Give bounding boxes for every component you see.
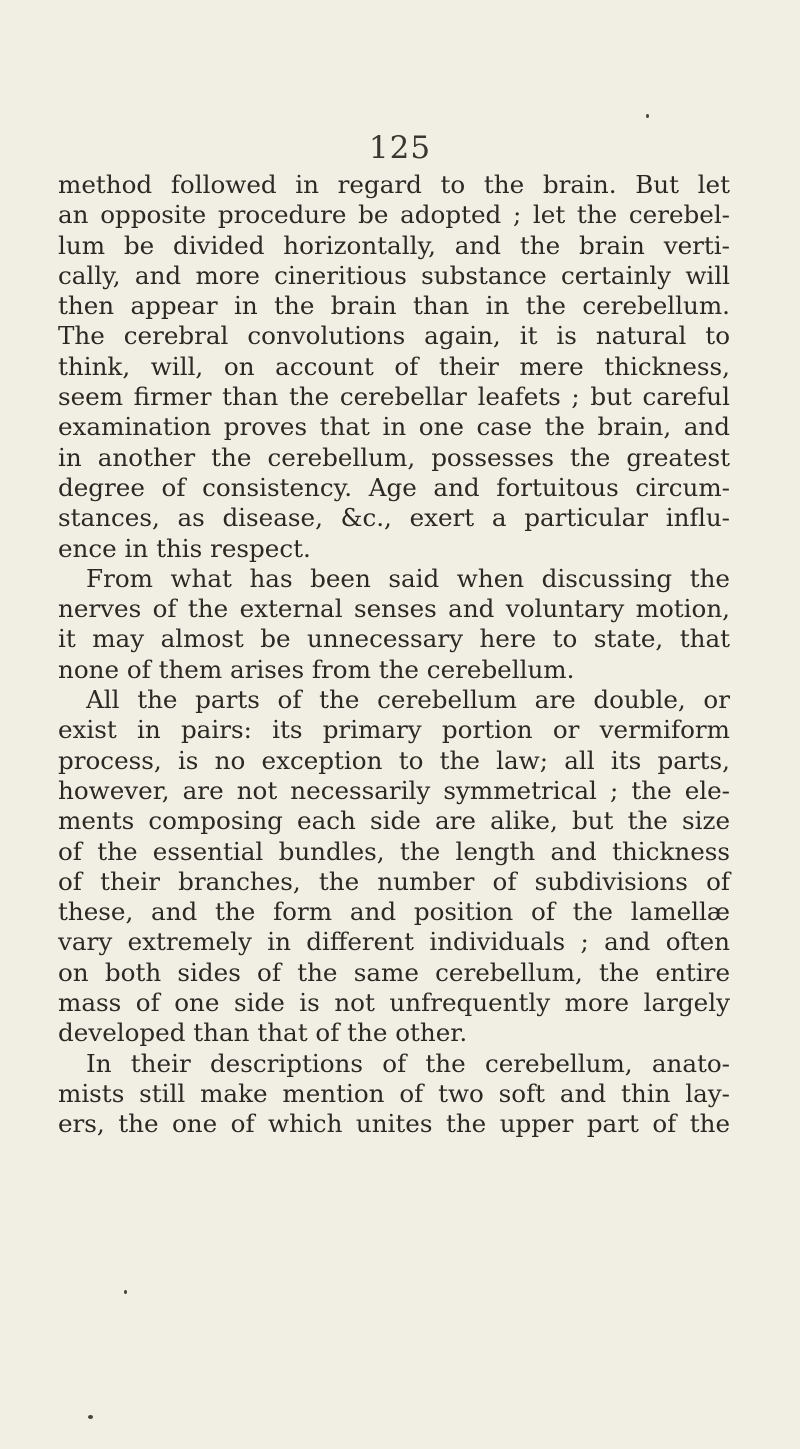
text-line: on both sides of the same cerebellum, the entire [58,957,730,987]
text-line: degree of consistency. Age and fortuitous circum- [58,472,730,502]
paragraph-start-line: All the parts of the cerebellum are double, or [86,685,730,715]
text-line: it may almost be unnecessary here to state, that [58,624,730,654]
text-line: The cerebral convolutions again, it is natural to [58,321,730,351]
text-line: nerves of the external senses and voluntary motion, [58,594,730,624]
text-line: cally, and more cineritious substance certainly will [58,260,730,290]
text-line: none of them arises from the cerebellum. [58,654,575,684]
text-line: method followed in regard to the brain. But let [58,170,730,199]
text-line: mass of one side is not unfrequently more largely [58,988,730,1018]
text-line: of the essential bundles, the length and thickness [58,836,730,866]
text-line: developed than that of the other. [58,1018,468,1048]
text-line: lum be divided horizontally, and the brain verti- [58,230,730,260]
paragraph-start-line: From what has been said when discussing the [86,563,730,593]
text-line: in another the cerebellum, possesses the greatest [58,442,730,472]
text-line: of their branches, the number of subdivisions of [58,866,730,896]
text-line: think, will, on account of their mere thickness, [58,351,730,381]
text-line: vary extremely in different individuals ; and often [58,927,730,957]
body-text [58,170,730,1140]
page-number: 125 [368,130,432,166]
text-line: ence in this respect. [58,533,311,563]
text-line: ments composing each side are alike, but the size [58,806,730,836]
paper-speck [124,1290,127,1294]
text-line: ers, the one of which unites the upper part of the [58,1109,730,1139]
paragraph-start-line: In their descriptions of the cerebellum, anato- [86,1048,730,1078]
text-line: these, and the form and position of the lamellæ [58,897,730,927]
paper-speck [646,114,649,118]
text-line: process, is no exception to the law; all its parts, [58,745,730,775]
text-line: examination proves that in one case the brain, and [58,412,730,442]
text-line: then appear in the brain than in the cerebellum. [58,291,730,321]
text-line: an opposite procedure be adopted ; let the cerebel- [58,200,730,230]
text-line: stances, as disease, &c., exert a particular influ- [58,503,730,533]
text-line: seem firmer than the cerebellar leafets ; but careful [58,382,730,412]
text-line: exist in pairs: its primary portion or vermiform [58,715,730,745]
text-line: however, are not necessarily symmetrical ; the ele- [58,775,730,805]
text-line: mists still make mention of two soft and thin lay- [58,1078,730,1108]
paper-speck [88,1415,93,1419]
